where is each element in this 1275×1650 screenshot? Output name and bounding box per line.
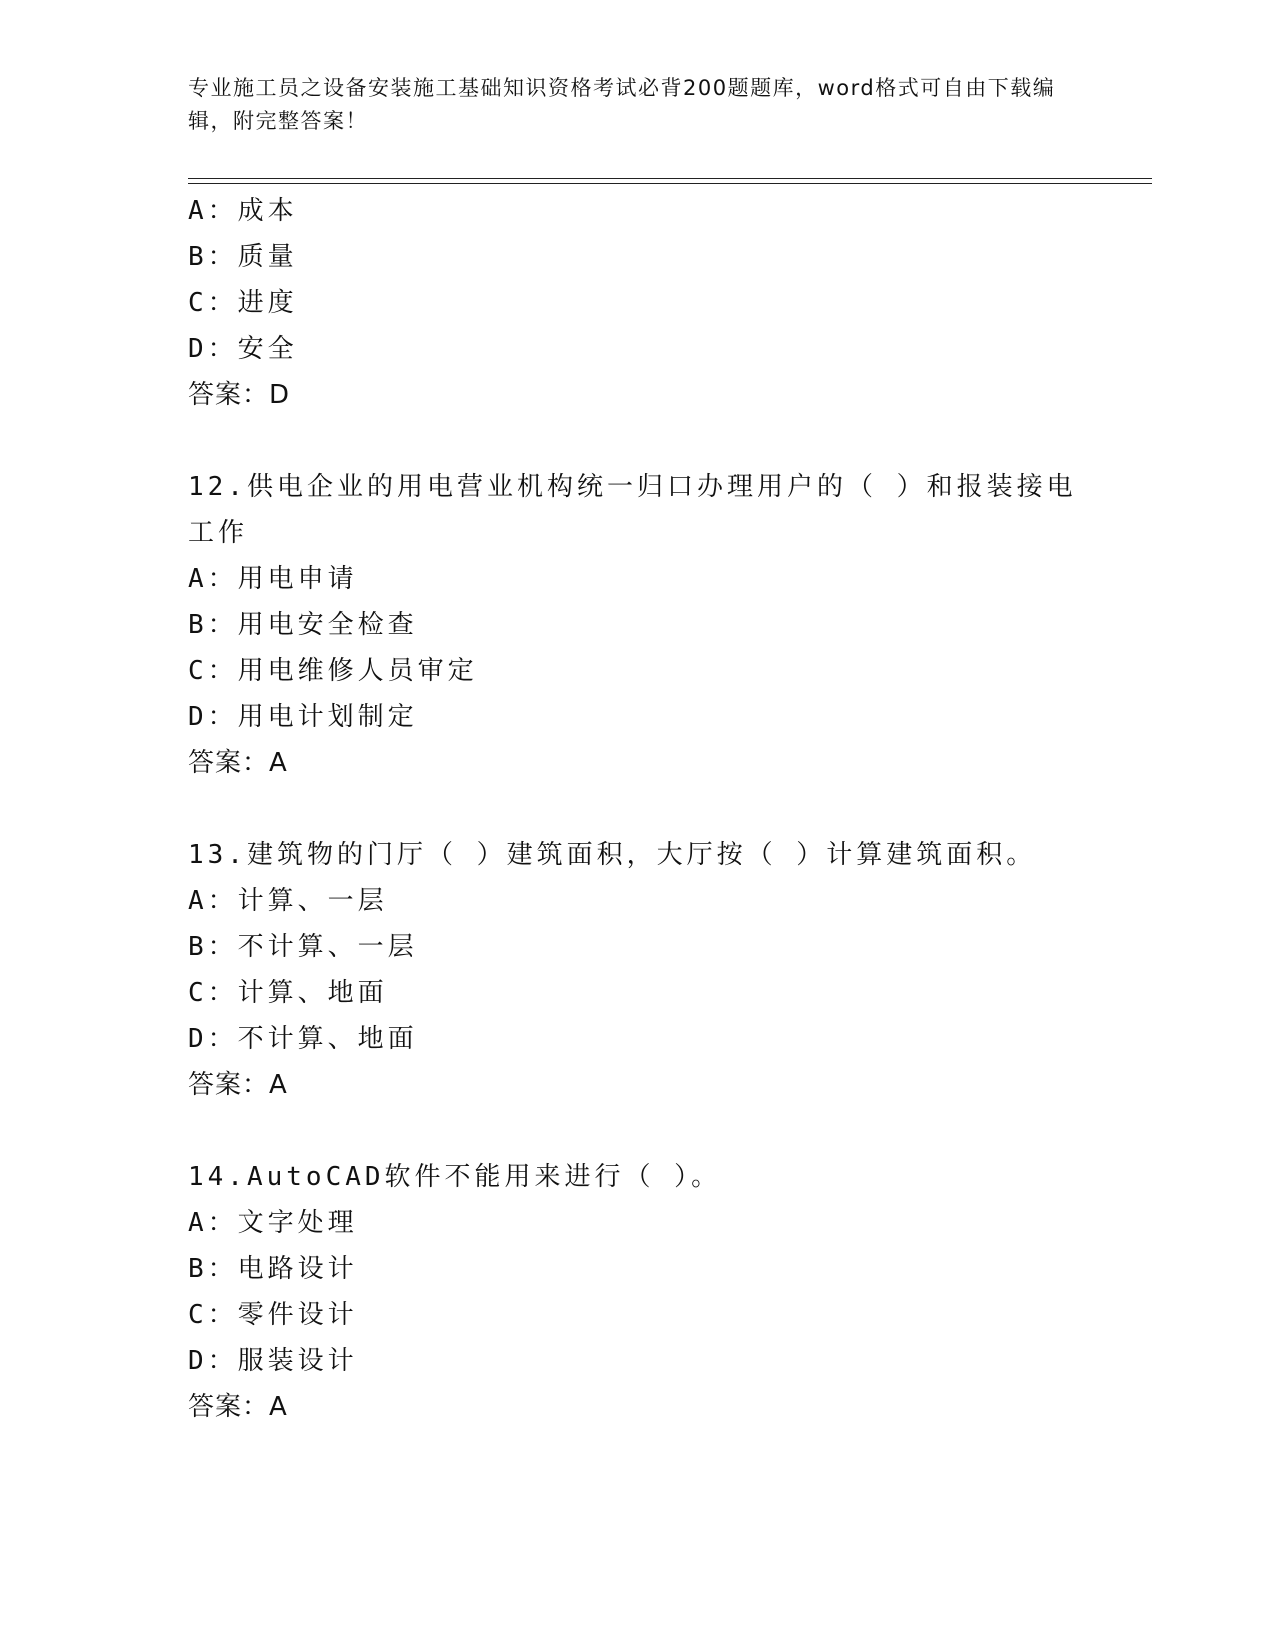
question-block: [188, 464, 1088, 786]
option-c: C：用电维修人员审定: [188, 656, 478, 686]
option-c: C：进度: [188, 288, 298, 318]
option-b: B：电路设计: [188, 1254, 358, 1284]
block-spacer: [188, 1108, 1088, 1154]
question-block: [188, 188, 1088, 418]
option-c: C：计算、地面: [188, 978, 388, 1008]
block-spacer: [188, 418, 1088, 464]
question-list: [188, 188, 1088, 1430]
option-a: A：文字处理: [188, 1208, 358, 1238]
header-divider-bottom: [188, 183, 1152, 184]
option-b: B：不计算、一层: [188, 932, 418, 962]
question-text: 12.供电企业的用电营业机构统一归口办理用户的（ ）和报装接电工作: [188, 472, 1077, 548]
option-a: A：用电申请: [188, 564, 358, 594]
question-text: 13.建筑物的门厅（ ）建筑面积，大厅按（ ）计算建筑面积。: [188, 840, 1037, 870]
option-d: D：不计算、地面: [188, 1024, 418, 1054]
option-b: B：用电安全检查: [188, 610, 418, 640]
option-a: A：成本: [188, 196, 298, 226]
question-text: 14.AutoCAD软件不能用来进行（ ）。: [188, 1162, 722, 1192]
option-d: D：安全: [188, 334, 298, 364]
block-spacer: [188, 786, 1088, 832]
answer-line: 答案：A: [188, 748, 288, 778]
option-d: D：用电计划制定: [188, 702, 418, 732]
answer-line: 答案：A: [188, 1070, 288, 1100]
answer-line: 答案：A: [188, 1392, 288, 1422]
option-c: C：零件设计: [188, 1300, 358, 1330]
option-d: D：服装设计: [188, 1346, 358, 1376]
option-a: A：计算、一层: [188, 886, 388, 916]
document-header: 专业施工员之设备安装施工基础知识资格考试必背200题题库，word格式可自由下载编辑，附完整答案！: [188, 76, 1056, 133]
header-divider-top: [188, 178, 1152, 179]
option-b: B：质量: [188, 242, 298, 272]
question-block: [188, 832, 1088, 1108]
question-block: [188, 1154, 1088, 1430]
answer-line: 答案：D: [188, 380, 291, 410]
